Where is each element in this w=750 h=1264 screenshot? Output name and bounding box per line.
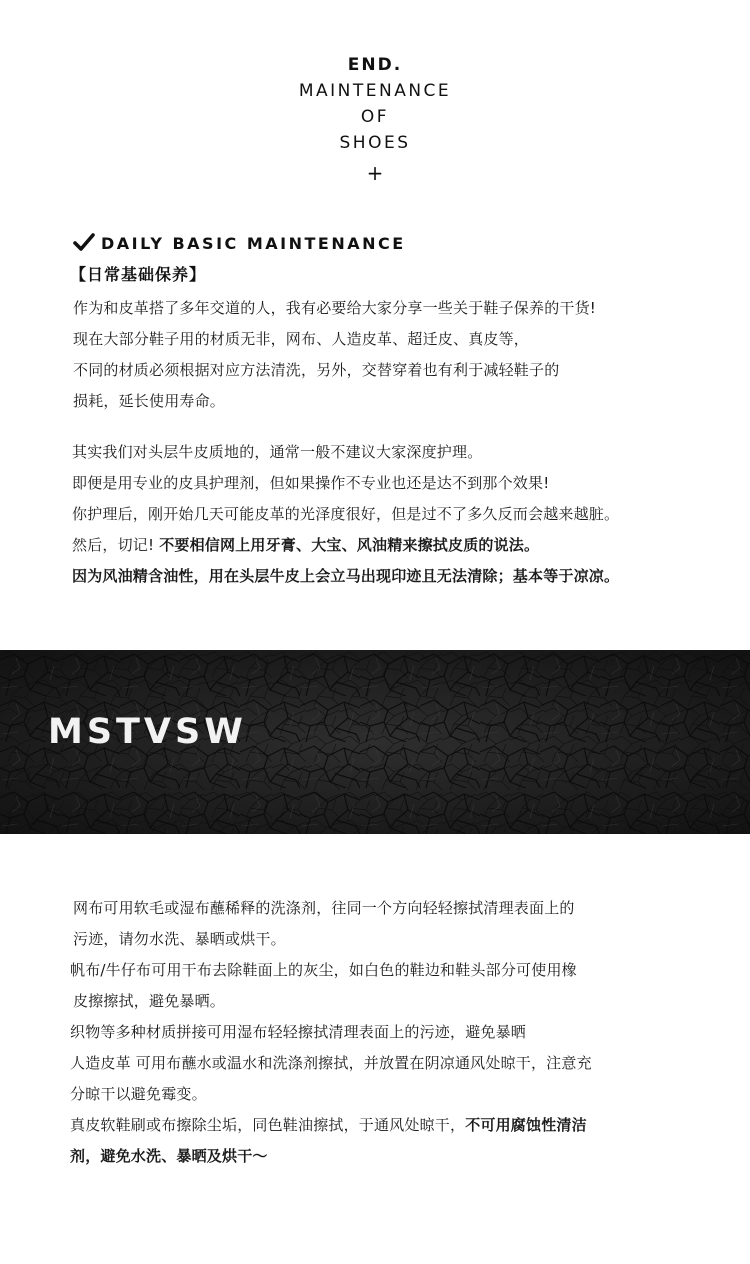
check-icon bbox=[73, 232, 95, 254]
care-line-1: 其实我们对头层牛皮质地的，通常一般不建议大家深度护理。 bbox=[72, 443, 483, 461]
header-line-of: OF bbox=[360, 107, 390, 127]
intro-line-1: 作为和皮革搭了多年交道的人，我有必要给大家分享一些关于鞋子保养的干货! bbox=[73, 299, 597, 317]
material-line-7: 分晾干以避免霉变。 bbox=[70, 1085, 207, 1103]
section-title bbox=[73, 232, 406, 254]
section-subtitle: 【日常基础保养】 bbox=[70, 265, 207, 284]
care-line-4-normal: 然后，切记! bbox=[72, 536, 155, 554]
brand-logo: MSTVSW bbox=[48, 712, 247, 752]
care-line-2: 即便是用专业的皮具护理剂，但如果操作不专业也还是达不到那个效果! bbox=[72, 474, 550, 492]
material-line-2: 污迹，请勿水洗、暴晒或烘干。 bbox=[73, 930, 286, 948]
care-paragraph bbox=[72, 437, 619, 592]
intro-line-2: 现在大部分鞋子用的材质无非，网布、人造皮革、超迁皮、真皮等， bbox=[73, 330, 530, 348]
material-line-8-normal: 真皮软鞋刷或布擦除尘垢，同色鞋油擦拭，于通风处晾干， bbox=[70, 1116, 466, 1134]
care-line-4-warning: 不要相信网上用牙膏、大宝、风油精来擦拭皮质的说法。 bbox=[159, 536, 540, 554]
care-line-3: 你护理后，刚开始几天可能皮革的光泽度很好，但是过不了多久反而会越来越脏。 bbox=[72, 505, 620, 523]
material-line-5: 织物等多种材质拼接可用湿布轻轻擦拭清理表面上的污迹，避免暴晒 bbox=[70, 1023, 527, 1041]
material-line-4: 皮擦擦拭，避免暴晒。 bbox=[73, 992, 226, 1010]
care-line-4 bbox=[72, 530, 619, 561]
page-header bbox=[0, 52, 750, 188]
intro-line-3: 不同的材质必须根据对应方法清洗，另外，交替穿着也有利于减轻鞋子的 bbox=[73, 361, 560, 379]
section-title-text: DAILY BASIC MAINTENANCE bbox=[101, 233, 406, 253]
material-line-1: 网布可用软毛或湿布蘸稀释的洗涤剂，往同一个方向轻轻擦拭清理表面上的 bbox=[73, 899, 575, 917]
brand-end: END. bbox=[347, 55, 403, 75]
header-line-shoes: SHOES bbox=[339, 133, 411, 153]
material-line-6: 人造皮革 可用布蘸水或温水和洗涤剂擦拭，并放置在阴凉通风处晾干，注意充 bbox=[70, 1054, 592, 1072]
intro-line-4: 损耗，延长使用寿命。 bbox=[73, 392, 226, 410]
material-line-8 bbox=[70, 1110, 592, 1141]
material-line-8-warning: 不可用腐蚀性清洁 bbox=[465, 1116, 587, 1134]
material-line-3: 帆布/牛仔布可用干布去除鞋面上的灰尘，如白色的鞋边和鞋头部分可使用橡 bbox=[70, 961, 577, 979]
header-plus: + bbox=[366, 161, 384, 185]
header-line-maintenance: MAINTENANCE bbox=[298, 81, 452, 101]
intro-paragraph bbox=[73, 293, 596, 417]
care-line-5-warning: 因为风油精含油性，用在头层牛皮上会立马出现印迹且无法清除；基本等于凉凉。 bbox=[72, 567, 620, 585]
material-line-9-warning: 剂，避免水洗、暴晒及烘干～ bbox=[70, 1147, 268, 1165]
material-paragraph bbox=[70, 893, 592, 1172]
